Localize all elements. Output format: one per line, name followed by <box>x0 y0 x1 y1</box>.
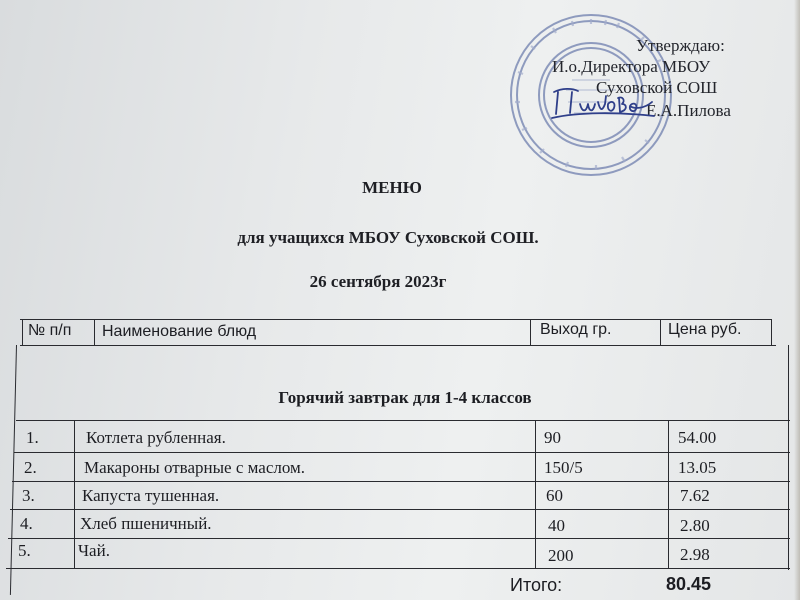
column-header-price: Цена руб. <box>668 321 742 338</box>
total-label: Итого: <box>510 575 563 595</box>
row-1-price: 54.00 <box>678 428 717 447</box>
row-4-number: 4. <box>20 514 33 533</box>
column-header-portion-weight: Выход гр. <box>540 321 612 338</box>
row-3-weight: 60 <box>546 486 563 505</box>
row-3-number: 3. <box>22 486 35 505</box>
row-2-number: 2. <box>24 458 37 477</box>
row-1-weight: 90 <box>544 428 561 447</box>
body-sep-2 <box>535 420 536 568</box>
row-4-price: 2.80 <box>680 516 710 535</box>
table-border-left-lower <box>10 345 17 595</box>
row-5-price: 2.98 <box>680 545 710 564</box>
header-sep-3 <box>660 319 661 345</box>
table-line-row-5 <box>6 568 790 569</box>
row-2-price: 13.05 <box>678 458 717 477</box>
row-4-weight: 40 <box>548 516 565 535</box>
document-date: 26 сентября 2023г <box>309 272 447 291</box>
column-header-dish-name: Наименование блюд <box>102 323 257 340</box>
table-border-right-lower <box>788 345 789 570</box>
row-1-dish-name: Котлета рубленная. <box>86 428 226 447</box>
table-line-row-2 <box>12 481 790 482</box>
total-value: 80.45 <box>666 574 712 594</box>
header-sep-2 <box>530 319 531 345</box>
row-2-dish-name: Макароны отварные с маслом. <box>84 458 306 477</box>
row-5-weight: 200 <box>548 546 574 565</box>
table-line-section-bottom <box>16 420 790 421</box>
table-border-right <box>771 319 772 345</box>
table-line-header-bottom <box>20 345 776 346</box>
row-3-price: 7.62 <box>680 486 710 505</box>
header-sep-1 <box>94 319 95 345</box>
row-3-dish-name: Капуста тушенная. <box>82 486 220 505</box>
row-1-number: 1. <box>26 428 39 447</box>
section-title: Горячий завтрак для 1-4 классов <box>278 388 532 407</box>
document-subtitle: для учащихся МБОУ Суховской СОШ. <box>237 228 539 247</box>
row-2-weight: 150/5 <box>544 458 583 477</box>
table-line-row-4 <box>8 538 790 539</box>
approval-line-3: Суховской СОШ <box>596 78 718 97</box>
row-4-dish-name: Хлеб пшеничный. <box>80 514 212 533</box>
row-5-dish-name: Чай. <box>78 541 110 560</box>
document-title: МЕНЮ <box>362 178 422 197</box>
body-sep-3 <box>668 420 669 568</box>
column-header-number: № п/п <box>28 322 72 339</box>
table-line-row-1 <box>14 452 790 453</box>
approval-line-1: Утверждаю: <box>636 36 725 55</box>
body-sep-1 <box>74 420 75 568</box>
table-border-left <box>22 319 23 345</box>
approval-line-4: Е.А.Пилова <box>646 101 731 120</box>
row-5-number: 5. <box>18 541 31 560</box>
table-line-row-3 <box>10 509 790 510</box>
approval-line-2: И.о.Директора МБОУ <box>552 57 711 76</box>
